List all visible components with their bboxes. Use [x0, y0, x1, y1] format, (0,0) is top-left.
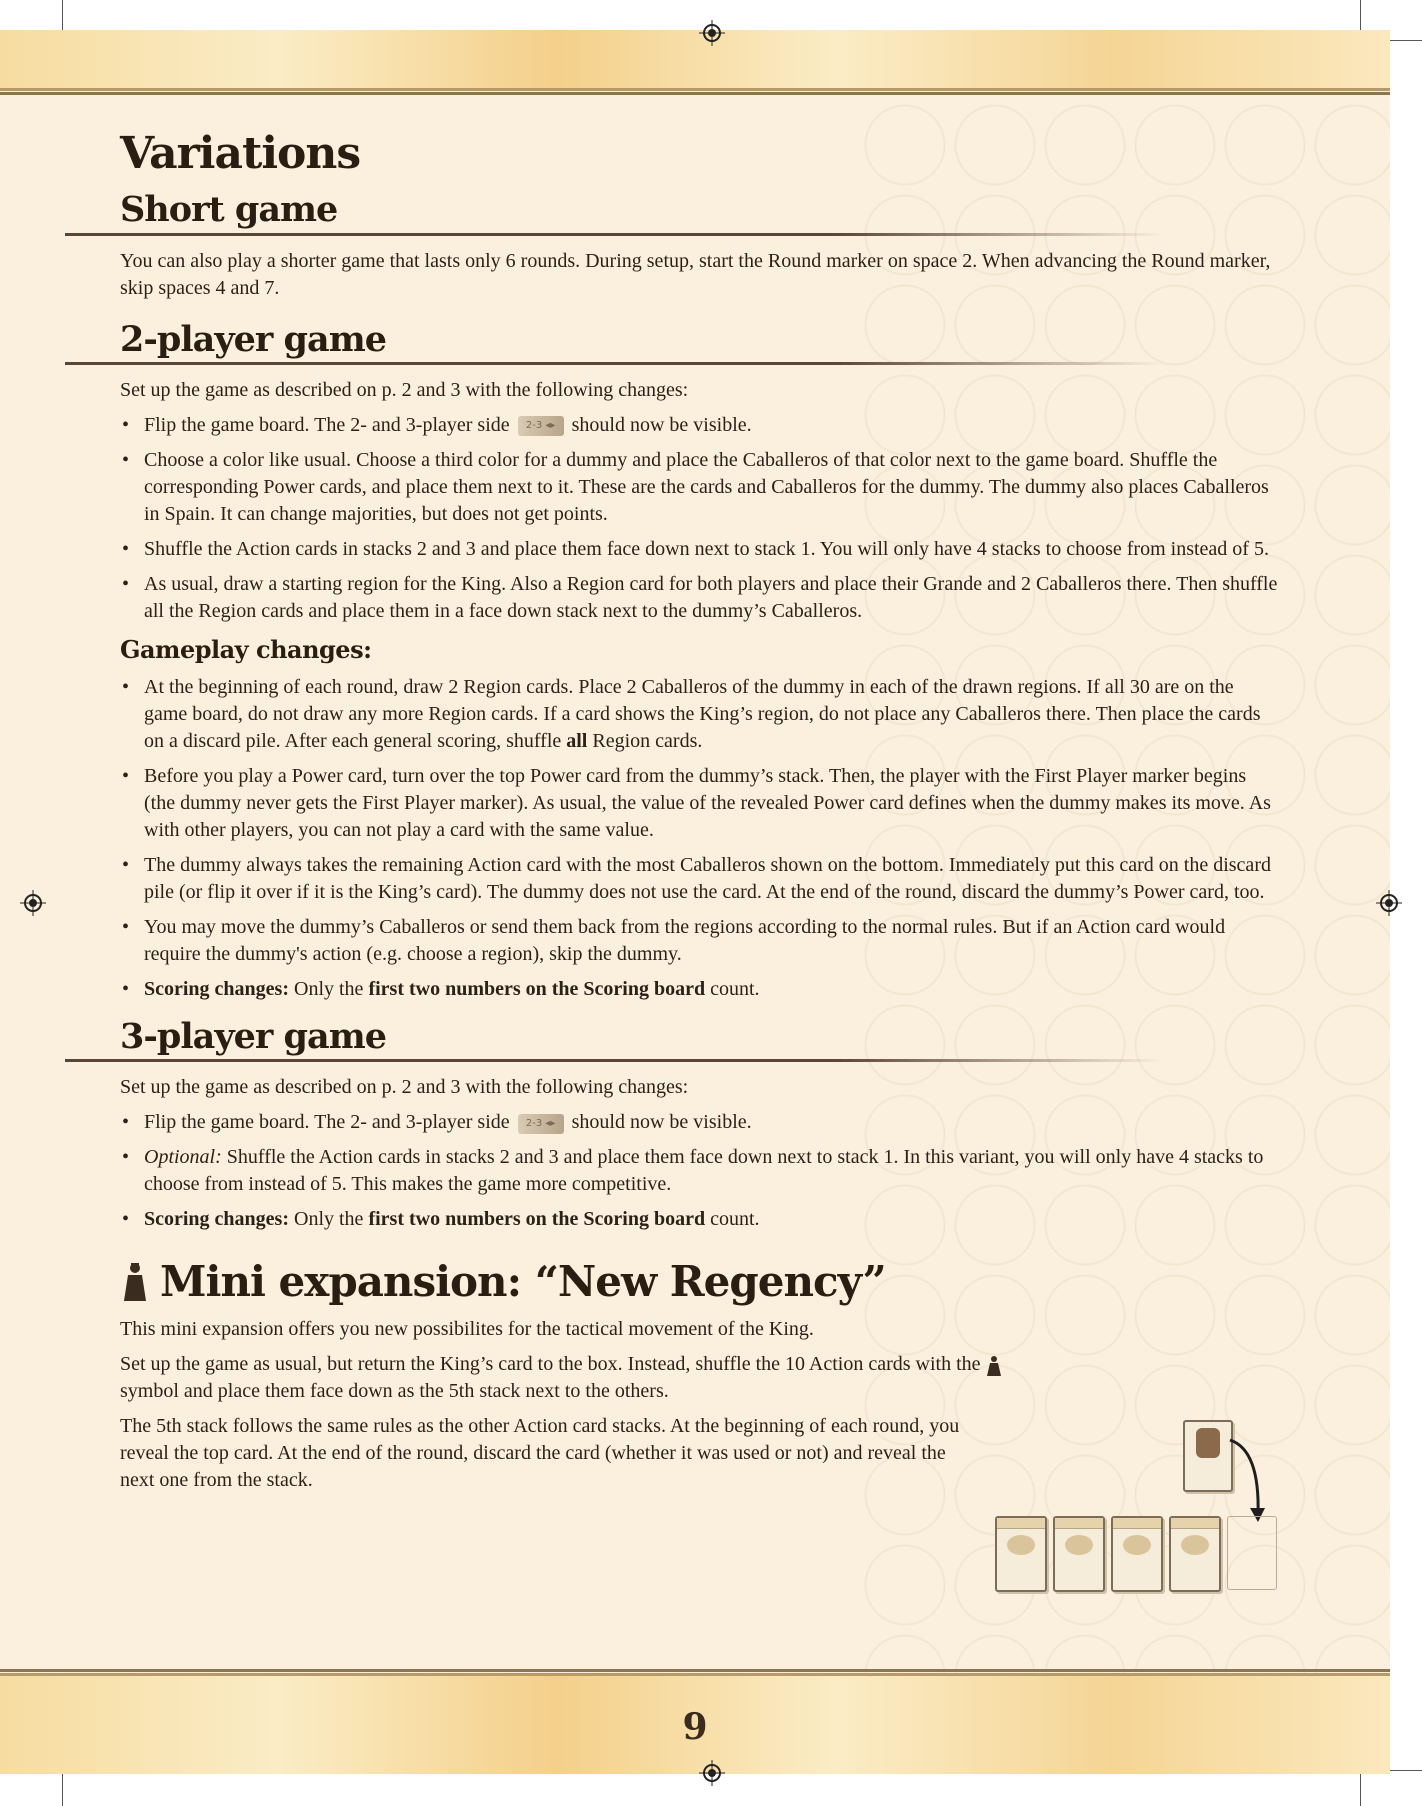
three-player-intro: Set up the game as described on p. 2 and 3 with the following changes:: [120, 1076, 689, 1099]
registration-mark-icon: [697, 1758, 727, 1788]
scoring-text: count.: [710, 1208, 760, 1231]
header-band: [0, 30, 1390, 91]
list-item: [120, 412, 1280, 439]
two-player-intro: Set up the game as described on p. 2 and 3 with the following changes:: [120, 378, 689, 401]
gameplay-text: At the beginning of each round, draw 2 Region cards. Place 2 Caballeros of the dummy in each of the drawn regions. If all 30 are on the game board, do not draw any more Region cards. If a card shows the King’s region, do not place any Caballeros there. Then place the cards on a discard pile. After each general scoring, shuffle: [144, 675, 1261, 752]
mini-expansion-title: Mini expansion: “New Regency”: [160, 1257, 886, 1307]
scoring-bold: first two numbers on the Scoring board: [368, 977, 706, 1000]
king-icon: [120, 1261, 150, 1303]
arrow-icon: [1220, 1430, 1280, 1530]
empty-stack-slot: [1227, 1516, 1277, 1590]
flip-text-pre: Flip the game board. The 2- and 3-player side: [144, 1111, 510, 1134]
list-item: • Before you play a Power card, turn over the top Power card from the dummy’s stack. Then, the player with the First Player marker begins (the dummy never gets the First Player marker). As usual, the value of the revealed Power card defines when the dummy makes its move. As with other players, you can not play a card with the same value.: [120, 763, 1280, 844]
flip-text-post: should now be visible.: [571, 1111, 752, 1134]
two-player-heading: 2-player game: [120, 318, 387, 360]
list-item: [120, 674, 1280, 755]
flip-text-post: should now be visible.: [571, 413, 752, 436]
scoring-label: Scoring changes:: [144, 977, 289, 1000]
registration-mark-icon: [697, 18, 727, 48]
flip-text-pre: Flip the game board. The 2- and 3-player side: [144, 413, 510, 436]
page-content: [120, 130, 1280, 1502]
section-rule: [65, 1059, 1165, 1062]
list-item: • Shuffle the Action cards in stacks 2 and 3 and place them face down next to stack 1. You will only have 4 stacks to choose from instead of 5.: [120, 536, 1280, 563]
gameplay-text: Region cards.: [592, 729, 703, 752]
bold-text: all: [566, 729, 588, 752]
optional-label: Optional:: [144, 1146, 222, 1169]
list-item: [120, 1144, 1280, 1198]
section-rule: [65, 233, 1165, 236]
list-item: [120, 1109, 1280, 1136]
mini-intro: This mini expansion offers you new possibilites for the tactical movement of the King.: [120, 1318, 814, 1341]
list-item: • The dummy always takes the remaining Action card with the most Caballeros shown on the bottom. Immediately put this card on the discard pile (or flip it over if it is the King’s card). The dummy does not use the card. At the end of the round, discard the dummy’s Power card, too.: [120, 852, 1280, 906]
action-card-stack: [995, 1516, 1047, 1592]
scoring-bold: first two numbers on the Scoring board: [368, 1208, 706, 1231]
action-card-stack: [1169, 1516, 1221, 1592]
list-item: • As usual, draw a starting region for the King. Also a Region card for both players and place their Grande and 2 Caballeros there. Then shuffle all the Region cards and place them in a face down stack next to the dummy’s Caballeros.: [120, 571, 1280, 625]
scoring-text: Only the: [294, 977, 364, 1000]
gameplay-changes-heading: Gameplay changes:: [120, 634, 372, 664]
gameplay-changes-list: [120, 674, 1280, 1003]
player-side-icon: 2-3 ◂▸: [518, 1114, 564, 1134]
scoring-label: Scoring changes:: [144, 1208, 289, 1231]
king-symbol-icon: [985, 1355, 1003, 1377]
mini-expansion-text: [120, 1316, 1040, 1494]
mini-setup-text: Set up the game as usual, but return the King’s card to the box. Instead, shuffle the 10 Action cards with the: [120, 1353, 981, 1376]
mini-setup: [120, 1351, 1020, 1405]
mini-expansion-heading-row: [120, 1257, 1280, 1306]
player-side-icon: 2-3 ◂▸: [518, 416, 564, 436]
two-player-setup-list: [120, 412, 1280, 625]
action-card-stack: [1053, 1516, 1105, 1592]
optional-text: Shuffle the Action cards in stacks 2 and 3 and place them face down next to stack 1. In this variant, you will only have 4 stacks to choose from instead of 5. This makes the game more competitive.: [144, 1146, 1264, 1196]
three-player-heading: 3-player game: [120, 1015, 387, 1057]
mini-rules: The 5th stack follows the same rules as the other Action card stacks. At the beginning of each round, you reveal the top card. At the end of the round, discard the card (whether it was used or not) and reveal the next one from the stack.: [120, 1415, 960, 1492]
page: [0, 30, 1390, 1774]
list-item: • You may move the dummy’s Caballeros or send them back from the regions according to the normal rules. But if an Action card would require the dummy's action (e.g. choose a region), skip the dummy.: [120, 914, 1280, 968]
short-game-heading: Short game: [120, 189, 338, 231]
page-title: Variations: [120, 128, 361, 179]
list-item: • Choose a color like usual. Choose a third color for a dummy and place the Caballeros of that color next to the game board. Shuffle the corresponding Power cards, and place them next to it. These are the cards and Caballeros for the dummy. The dummy also places Caballeros in Spain. It can change majorities, but does not get points.: [120, 447, 1280, 528]
three-player-list: [120, 1109, 1280, 1233]
scoring-text: Only the: [294, 1208, 364, 1231]
list-item: [120, 1206, 1280, 1233]
action-card-stack: [1111, 1516, 1163, 1592]
scoring-text: count.: [710, 977, 760, 1000]
card-stacks-illustration: [995, 1420, 1275, 1590]
registration-mark-icon: [18, 888, 48, 918]
page-number: 9: [682, 1706, 708, 1748]
section-rule: [65, 362, 1165, 365]
registration-mark-icon: [1374, 888, 1404, 918]
short-game-text: You can also play a shorter game that lasts only 6 rounds. During setup, start the Round marker on space 2. When advancing the Round marker, skip spaces 4 and 7.: [120, 249, 1271, 299]
list-item: [120, 976, 1280, 1003]
mini-setup-text: symbol and place them face down as the 5th stack next to the others.: [120, 1380, 669, 1403]
